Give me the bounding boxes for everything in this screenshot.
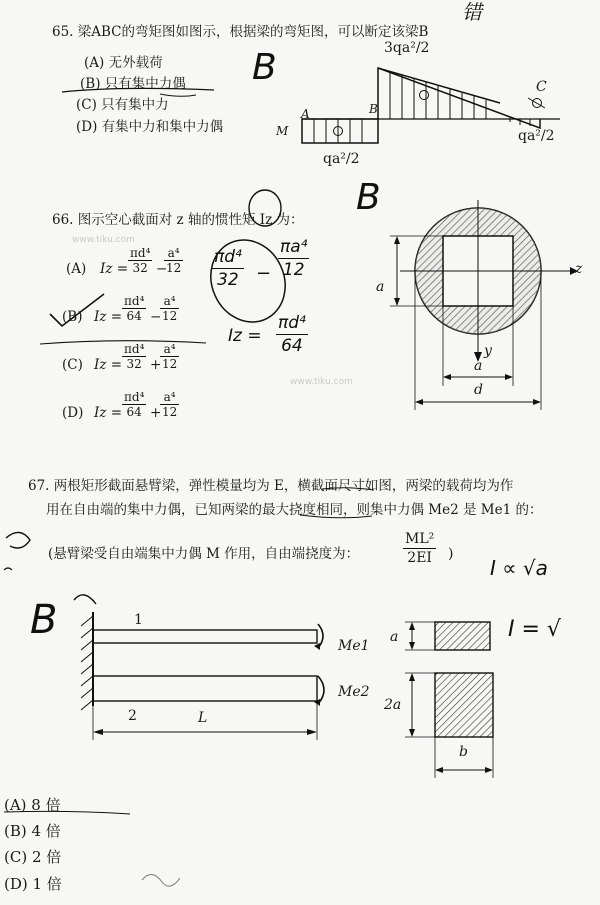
q67-label-me2: Me2	[338, 684, 370, 700]
q66-option-c-lhs: Iz =	[94, 357, 123, 373]
frac-num: πd⁴	[124, 294, 145, 308]
q67-stem-line2: 用在自由端的集中力偶，已知两梁的最大挠度相同，则集中力偶 Me2 是 Me1 的：	[46, 502, 543, 518]
frac-num: πd⁴	[214, 247, 242, 267]
q66-option-d-label[interactable]: (D)	[62, 405, 84, 421]
frac-num: a⁴	[164, 246, 183, 261]
q67-option-a[interactable]: (A) 8 倍	[4, 796, 61, 814]
q67-handwritten-note1: I ∝ √a	[490, 556, 548, 580]
frac-num: a⁴	[160, 390, 179, 405]
q66-option-d-lhs: Iz =	[94, 405, 123, 421]
frac-den: 32	[126, 357, 142, 371]
q66-hw-minus: −	[256, 263, 272, 284]
q66-option-b-label[interactable]: (B)	[62, 309, 83, 325]
frac-num: πd⁴	[124, 342, 145, 356]
q66-option-b-lhs: Iz =	[94, 309, 123, 325]
q66-label-a-left: a	[376, 279, 385, 295]
watermark-1: www.tiku.com	[72, 235, 135, 245]
q67-label-2a: 2a	[384, 697, 402, 713]
q65-point-b: B	[369, 102, 378, 116]
q67-label-length: L	[198, 710, 208, 726]
frac-den: 12	[166, 261, 182, 275]
frac-num: a⁴	[160, 294, 179, 309]
q65-handwritten-answer: B	[252, 47, 277, 88]
q66-option-a-lhs: Iz =	[100, 261, 129, 277]
q67-option-d[interactable]: (D) 1 倍	[4, 875, 62, 893]
frac-den: 32	[132, 261, 148, 275]
q66-label-d: d	[474, 382, 483, 398]
q65-point-c: C	[536, 79, 547, 95]
q65-label-right: qa²/2	[518, 128, 555, 144]
q66-option-c-label[interactable]: (C)	[62, 357, 83, 373]
q67-label-me1: Me1	[338, 638, 370, 654]
q67-label-beam1: 1	[134, 612, 143, 628]
q66-option-a-op: −	[156, 261, 168, 277]
frac-num: πd⁴	[130, 246, 151, 260]
q67-label-b: b	[459, 744, 468, 760]
q67-option-c[interactable]: (C) 2 倍	[4, 848, 62, 866]
q67-label-a: a	[390, 629, 399, 645]
q65-stem: 65. 梁ABC的弯矩图如图示，根据梁的弯矩图，可以断定该梁B	[52, 24, 429, 40]
q67-formula-close: )	[448, 546, 454, 562]
frac-den: 12	[162, 309, 178, 323]
frac-den: 12	[282, 260, 305, 280]
q67-stem-line1: 67. 两根矩形截面悬臂梁，弹性模量均为 E，横截面尺寸如图，两梁的载荷均为作	[28, 478, 514, 494]
frac-den: 32	[217, 270, 239, 290]
q66-option-d-op: +	[150, 405, 162, 421]
q66-hw-lhs: Iz =	[228, 326, 262, 346]
q66-label-z: z	[575, 261, 583, 277]
frac-den: 12	[162, 357, 178, 371]
q65-label-top: 3qa²/2	[384, 40, 430, 56]
q65-option-a[interactable]: (A) 无外载荷	[84, 55, 163, 71]
q66-option-c-op: +	[150, 357, 162, 373]
frac-num: πd⁴	[124, 390, 145, 404]
q66-option-a-label[interactable]: (A)	[66, 261, 87, 277]
frac-num: a⁴	[160, 342, 179, 357]
q67-handwritten-answer: B	[30, 597, 58, 643]
frac-num: πd⁴	[278, 313, 306, 333]
q67-label-beam2: 2	[128, 708, 137, 724]
q65-option-b[interactable]: (B) 只有集中力偶	[80, 76, 186, 92]
formula-num: ML²	[405, 531, 435, 547]
q66-handwritten-answer: B	[356, 177, 381, 218]
q65-option-c[interactable]: (C) 只有集中力	[76, 97, 169, 113]
frac-den: 64	[281, 336, 303, 356]
q66-label-y: y	[484, 343, 492, 359]
q65-handwritten-note: 错	[462, 0, 482, 24]
frac-den: 64	[126, 309, 142, 323]
q67-stem-line3: (悬臂梁受自由端集中力偶 M 作用，自由端挠度为：	[48, 546, 360, 562]
frac-num: πa⁴	[280, 237, 308, 257]
q65-point-a: A	[301, 107, 310, 121]
watermark-2: www.tiku.com	[290, 377, 353, 387]
q67-option-b[interactable]: (B) 4 倍	[4, 822, 61, 840]
q66-option-b-op: −	[150, 309, 162, 325]
q67-handwritten-note2: I = √	[508, 617, 561, 642]
frac-den: 64	[126, 405, 142, 419]
frac-den: 12	[162, 405, 178, 419]
q66-stem: 66. 图示空心截面对 z 轴的惯性矩 Iz 为：	[52, 212, 304, 228]
formula-den: 2EI	[407, 550, 432, 566]
q65-label-bottom: qa²/2	[323, 151, 360, 167]
q65-option-d[interactable]: (D) 有集中力和集中力偶	[76, 119, 224, 135]
q66-label-a-bottom: a	[474, 358, 483, 374]
q65-m-label: M	[276, 124, 289, 138]
